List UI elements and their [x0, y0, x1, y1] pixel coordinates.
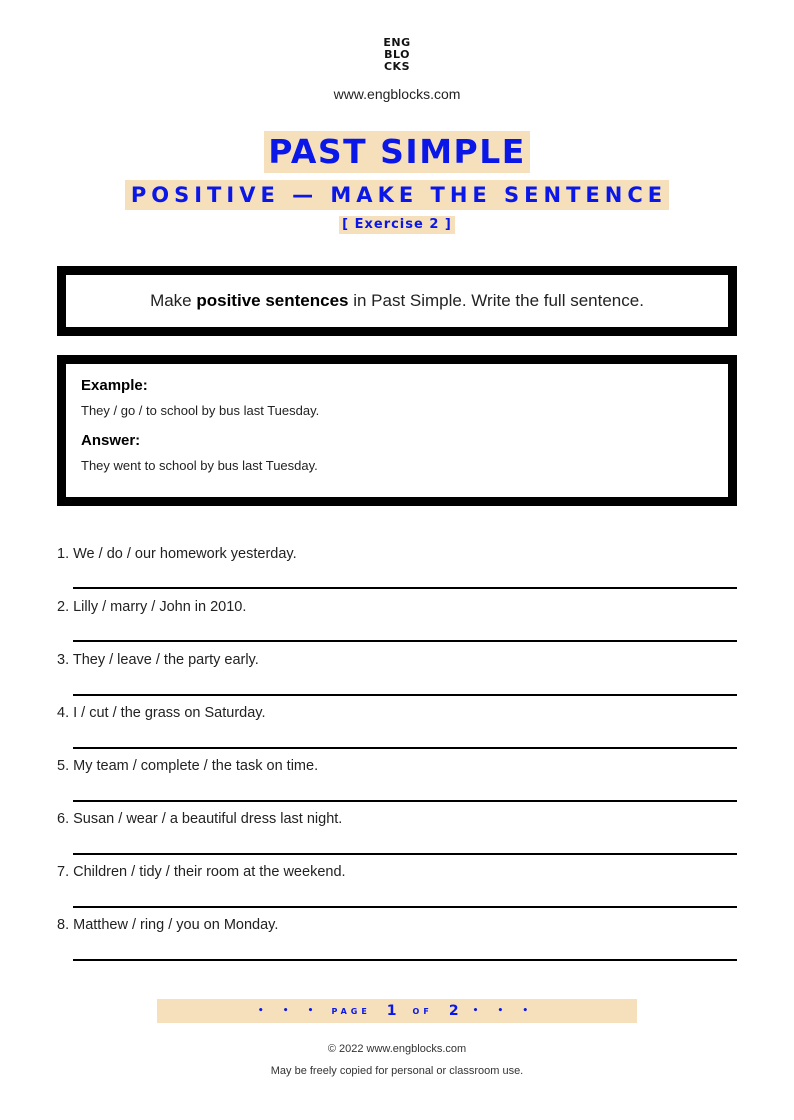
- site-url: www.engblocks.com: [333, 86, 461, 102]
- page-current: 1: [386, 1003, 397, 1019]
- answer-line-6[interactable]: [73, 853, 737, 855]
- page-word: PAGE: [331, 1006, 371, 1016]
- question-2: 2. Lilly / marry / John in 2010.: [57, 599, 247, 615]
- example-box: [57, 355, 737, 506]
- question-6: 6. Susan / wear / a beautiful dress last night.: [57, 811, 343, 827]
- answer-text: They went to school by bus last Tuesday.: [81, 458, 318, 473]
- page-title: PAST SIMPLE: [264, 131, 530, 173]
- engblocks-logo: [0, 37, 794, 73]
- answer-line-3[interactable]: [73, 694, 737, 696]
- license-note: May be freely copied for personal or classroom use.: [270, 1065, 524, 1077]
- copyright: © 2022 www.engblocks.com: [327, 1043, 467, 1055]
- answer-line-8[interactable]: [73, 959, 737, 961]
- question-3: 3. They / leave / the party early.: [57, 652, 259, 668]
- example-text: They / go / to school by bus last Tuesday.: [81, 403, 320, 418]
- instruction-bold: positive sentences: [196, 291, 349, 310]
- instruction-before: Make: [150, 291, 197, 310]
- answer-line-1[interactable]: [73, 587, 737, 589]
- dots-right: • • •: [472, 1006, 537, 1016]
- answer-label: Answer:: [81, 432, 141, 449]
- dots-left: • • •: [257, 1006, 322, 1016]
- answer-line-2[interactable]: [73, 640, 737, 642]
- question-1: 1. We / do / our homework yesterday.: [57, 546, 297, 562]
- logo-line: CKS: [383, 60, 411, 73]
- question-7: 7. Children / tidy / their room at the weekend.: [57, 864, 346, 880]
- page-indicator: [157, 999, 637, 1023]
- question-8: 8. Matthew / ring / you on Monday.: [57, 917, 279, 933]
- answer-line-7[interactable]: [73, 906, 737, 908]
- of-word: OF: [412, 1006, 433, 1016]
- answer-line-5[interactable]: [73, 800, 737, 802]
- instruction-text: [150, 291, 644, 311]
- question-5: 5. My team / complete / the task on time.: [57, 758, 319, 774]
- answer-line-4[interactable]: [73, 747, 737, 749]
- instruction-after: in Past Simple. Write the full sentence.: [348, 291, 644, 310]
- instruction-box: [57, 266, 737, 336]
- logo-line: ENG: [383, 36, 411, 49]
- page-total: 2: [448, 1003, 459, 1019]
- question-4: 4. I / cut / the grass on Saturday.: [57, 705, 266, 721]
- logo-line: BLO: [384, 48, 410, 61]
- page-subtitle: POSITIVE — MAKE THE SENTENCE: [125, 180, 669, 210]
- exercise-label: [ Exercise 2 ]: [339, 216, 455, 234]
- example-label: Example:: [81, 377, 148, 394]
